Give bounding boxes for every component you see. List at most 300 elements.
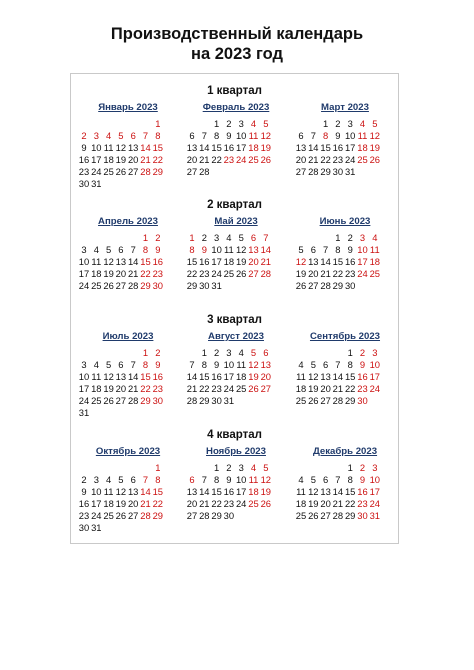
month-calendar xyxy=(186,446,286,556)
day-cell-weekend: 14 xyxy=(260,244,272,255)
day-cell: 22 xyxy=(186,268,198,279)
day-cell-weekend: 12 xyxy=(369,130,381,141)
day-cell: 24 xyxy=(211,268,222,279)
day-cell: 23 xyxy=(78,166,90,177)
day-cell: 4 xyxy=(238,347,244,358)
day-cell: 28 xyxy=(127,395,139,406)
day-cell-weekend: 15 xyxy=(140,371,151,382)
day-cell: 6 xyxy=(322,474,329,485)
day-cell: 4 xyxy=(93,359,99,370)
day-cell: 6 xyxy=(322,359,329,370)
day-cell: 19 xyxy=(103,268,114,279)
day-cell: 20 xyxy=(127,154,139,165)
day-cell: 17 xyxy=(78,383,90,394)
day-cell: 2 xyxy=(213,347,220,358)
day-cell-weekend: 24 xyxy=(369,498,381,509)
day-cell: 16 xyxy=(223,142,235,153)
day-cell-weekend: 18 xyxy=(248,142,259,153)
page-title-line-2: на 2023 год xyxy=(190,45,283,63)
day-cell: 15 xyxy=(211,486,222,497)
day-cell-weekend: 11 xyxy=(357,130,368,141)
day-cell-weekend: 25 xyxy=(369,268,381,279)
day-cell: 24 xyxy=(235,498,247,509)
day-cell: 31 xyxy=(344,166,356,177)
day-cell: 7 xyxy=(130,244,136,255)
month-name-link[interactable]: Март 2023 xyxy=(321,102,369,113)
day-cell-weekend: 25 xyxy=(248,498,259,509)
day-cell: 7 xyxy=(322,244,329,255)
day-cell: 11 xyxy=(91,371,102,382)
day-cell: 1 xyxy=(347,347,353,358)
day-cell: 13 xyxy=(295,142,307,153)
day-cell: 11 xyxy=(236,359,247,370)
day-cell-weekend: 8 xyxy=(155,474,161,485)
month-name-link[interactable]: Апрель 2023 xyxy=(98,216,158,227)
day-cell: 28 xyxy=(332,510,344,521)
day-cell: 14 xyxy=(127,371,139,382)
day-cell-weekend: 6 xyxy=(250,232,257,243)
day-cell-weekend: 22 xyxy=(152,154,164,165)
day-cell-weekend: 4 xyxy=(250,118,257,129)
day-cell: 21 xyxy=(199,154,210,165)
day-cell: 6 xyxy=(189,130,195,141)
day-cell: 15 xyxy=(332,256,344,267)
day-cell-weekend: 18 xyxy=(357,142,368,153)
day-cell: 20 xyxy=(115,383,127,394)
day-cell-weekend: 24 xyxy=(369,383,381,394)
month-calendar xyxy=(186,102,286,212)
day-cell: 16 xyxy=(223,486,235,497)
day-cell-weekend: 23 xyxy=(357,383,368,394)
day-cell: 21 xyxy=(127,268,139,279)
day-cell-weekend: 26 xyxy=(248,383,259,394)
day-cell-weekend: 30 xyxy=(357,395,368,406)
day-cell: 1 xyxy=(213,462,220,473)
day-cell: 17 xyxy=(91,498,102,509)
day-cell: 1 xyxy=(335,232,341,243)
day-cell: 15 xyxy=(211,142,222,153)
day-cell: 23 xyxy=(78,510,90,521)
day-cell: 6 xyxy=(118,359,124,370)
day-cell: 28 xyxy=(127,280,139,291)
day-cell: 21 xyxy=(320,268,331,279)
day-cell-weekend: 19 xyxy=(260,142,272,153)
day-cell-weekend: 25 xyxy=(248,154,259,165)
day-cell: 8 xyxy=(347,474,353,485)
day-cell: 13 xyxy=(127,486,139,497)
month-name-link[interactable]: Январь 2023 xyxy=(98,102,158,113)
day-cell: 13 xyxy=(320,486,331,497)
day-cell: 15 xyxy=(320,142,331,153)
day-cell-weekend: 5 xyxy=(263,462,269,473)
day-cell: 7 xyxy=(310,130,316,141)
day-cell: 10 xyxy=(344,130,356,141)
day-cell: 1 xyxy=(347,462,353,473)
day-cell: 10 xyxy=(91,486,102,497)
month-calendar xyxy=(186,331,286,441)
day-cell: 30 xyxy=(78,522,90,533)
day-cell: 5 xyxy=(298,244,304,255)
day-cell: 16 xyxy=(199,256,210,267)
day-cell: 21 xyxy=(332,498,344,509)
day-cell: 31 xyxy=(91,522,102,533)
day-cell-weekend: 4 xyxy=(359,118,366,129)
day-cell: 21 xyxy=(127,383,139,394)
day-cell-weekend: 9 xyxy=(201,244,207,255)
day-cell: 24 xyxy=(91,510,102,521)
day-cell-weekend: 28 xyxy=(140,166,151,177)
day-cell-weekend: 7 xyxy=(142,130,149,141)
quarter-title: 3 квартал xyxy=(207,314,262,326)
day-cell: 17 xyxy=(78,268,90,279)
day-cell: 14 xyxy=(332,486,344,497)
day-cell: 26 xyxy=(308,395,319,406)
month-calendar xyxy=(295,446,395,556)
day-cell-weekend: 2 xyxy=(81,130,87,141)
day-cell: 31 xyxy=(91,178,102,189)
day-cell-weekend: 23 xyxy=(223,154,235,165)
day-cell-weekend: 18 xyxy=(248,486,259,497)
day-cell-weekend: 16 xyxy=(357,371,368,382)
day-cell-weekend: 19 xyxy=(260,486,272,497)
day-cell: 10 xyxy=(78,371,90,382)
day-cell: 27 xyxy=(115,395,127,406)
month-calendar xyxy=(78,446,178,556)
day-cell-weekend: 15 xyxy=(152,486,164,497)
day-cell: 16 xyxy=(211,371,222,382)
day-cell: 5 xyxy=(238,232,244,243)
day-cell-weekend: 5 xyxy=(118,130,124,141)
day-cell: 5 xyxy=(310,474,316,485)
day-cell-weekend: 13 xyxy=(248,244,259,255)
day-cell-weekend: 29 xyxy=(152,166,164,177)
day-cell: 13 xyxy=(186,142,198,153)
month-name-link[interactable]: Июль 2023 xyxy=(102,331,154,342)
day-cell-weekend: 27 xyxy=(248,268,259,279)
day-cell: 29 xyxy=(186,280,198,291)
month-calendar xyxy=(78,331,178,441)
month-calendar xyxy=(186,216,286,326)
day-cell: 2 xyxy=(226,118,232,129)
day-cell-weekend: 2 xyxy=(155,347,161,358)
day-cell-weekend: 4 xyxy=(250,462,257,473)
day-cell-weekend: 18 xyxy=(369,256,381,267)
day-cell: 4 xyxy=(105,474,112,485)
day-cell-weekend: 29 xyxy=(152,510,164,521)
day-cell: 25 xyxy=(223,268,235,279)
day-cell: 19 xyxy=(308,498,319,509)
day-cell-weekend: 12 xyxy=(248,359,259,370)
day-cell-weekend: 16 xyxy=(357,486,368,497)
month-calendar xyxy=(295,331,395,441)
day-cell: 10 xyxy=(223,359,235,370)
day-cell: 23 xyxy=(199,268,210,279)
day-cell-weekend: 4 xyxy=(105,130,112,141)
day-cell: 2 xyxy=(201,232,207,243)
day-cell: 24 xyxy=(78,280,90,291)
page-title xyxy=(0,24,474,64)
day-cell: 9 xyxy=(213,359,220,370)
page-title-line-1: Производственный календарь xyxy=(110,25,364,43)
day-cell: 14 xyxy=(127,256,139,267)
day-cell: 10 xyxy=(78,256,90,267)
day-cell: 1 xyxy=(201,347,207,358)
day-cell-weekend: 1 xyxy=(155,118,161,129)
day-cell: 20 xyxy=(320,498,331,509)
day-cell: 17 xyxy=(223,371,235,382)
day-cell: 13 xyxy=(127,142,139,153)
day-cell: 14 xyxy=(199,142,210,153)
month-name-link[interactable]: Декабрь 2023 xyxy=(312,446,378,457)
day-cell: 28 xyxy=(308,166,319,177)
day-cell-weekend: 3 xyxy=(93,130,99,141)
day-cell-weekend: 19 xyxy=(369,142,381,153)
day-cell-weekend: 3 xyxy=(372,347,378,358)
day-cell: 29 xyxy=(332,280,344,291)
day-cell: 20 xyxy=(295,154,307,165)
day-cell: 22 xyxy=(211,154,222,165)
month-name-link[interactable]: Август 2023 xyxy=(208,331,264,342)
day-cell: 30 xyxy=(211,395,222,406)
day-cell: 9 xyxy=(81,142,87,153)
day-cell: 19 xyxy=(115,154,127,165)
day-cell: 26 xyxy=(308,510,319,521)
day-cell: 26 xyxy=(235,268,247,279)
day-cell: 28 xyxy=(199,510,210,521)
day-cell: 3 xyxy=(81,359,87,370)
day-cell: 18 xyxy=(91,383,102,394)
day-cell: 10 xyxy=(235,474,247,485)
day-cell-weekend: 4 xyxy=(372,232,378,243)
day-cell: 7 xyxy=(201,474,207,485)
day-cell: 4 xyxy=(226,232,232,243)
day-cell-weekend: 8 xyxy=(322,130,329,141)
day-cell: 30 xyxy=(223,510,235,521)
day-cell: 9 xyxy=(81,486,87,497)
day-cell: 17 xyxy=(344,142,356,153)
day-cell: 13 xyxy=(115,371,127,382)
day-cell: 1 xyxy=(322,118,329,129)
day-cell-weekend: 25 xyxy=(357,154,368,165)
day-cell-weekend: 2 xyxy=(359,347,366,358)
day-cell-weekend: 15 xyxy=(140,256,151,267)
day-cell: 7 xyxy=(189,359,195,370)
day-cell-weekend: 26 xyxy=(260,154,272,165)
quarter-title: 1 квартал xyxy=(207,85,262,97)
day-cell: 26 xyxy=(115,166,127,177)
day-cell: 8 xyxy=(335,244,341,255)
day-cell: 7 xyxy=(335,359,341,370)
day-cell: 5 xyxy=(105,359,112,370)
day-cell-weekend: 14 xyxy=(140,142,151,153)
day-cell-weekend: 2 xyxy=(359,462,366,473)
month-name-link[interactable]: Июнь 2023 xyxy=(319,216,371,227)
day-cell-weekend: 21 xyxy=(260,256,272,267)
day-cell: 8 xyxy=(201,359,207,370)
day-cell: 3 xyxy=(213,232,220,243)
day-cell: 13 xyxy=(320,371,331,382)
day-cell: 17 xyxy=(91,154,102,165)
day-cell-weekend: 5 xyxy=(263,118,269,129)
day-cell: 28 xyxy=(332,395,344,406)
day-cell: 14 xyxy=(308,142,319,153)
quarter-title: 2 квартал xyxy=(207,199,262,211)
day-cell: 30 xyxy=(78,178,90,189)
day-cell: 14 xyxy=(199,486,210,497)
day-cell-weekend: 21 xyxy=(140,154,151,165)
day-cell-weekend: 1 xyxy=(189,232,195,243)
day-cell: 13 xyxy=(115,256,127,267)
day-cell: 8 xyxy=(213,130,220,141)
day-cell: 20 xyxy=(186,498,198,509)
day-cell-weekend: 12 xyxy=(295,256,307,267)
day-cell: 16 xyxy=(78,154,90,165)
day-cell: 23 xyxy=(332,154,344,165)
day-cell: 5 xyxy=(105,244,112,255)
day-cell: 12 xyxy=(308,486,319,497)
day-cell: 15 xyxy=(199,371,210,382)
day-cell: 18 xyxy=(223,256,235,267)
day-cell-weekend: 17 xyxy=(357,256,368,267)
day-cell: 22 xyxy=(344,498,356,509)
day-cell: 20 xyxy=(308,268,319,279)
day-cell: 13 xyxy=(308,256,319,267)
day-cell-weekend: 9 xyxy=(359,474,366,485)
day-cell: 26 xyxy=(103,280,114,291)
day-cell: 3 xyxy=(347,118,353,129)
day-cell-weekend: 17 xyxy=(369,486,381,497)
day-cell: 27 xyxy=(308,280,319,291)
month-name-link[interactable]: Май 2023 xyxy=(214,216,258,227)
day-cell: 3 xyxy=(238,118,244,129)
day-cell-weekend: 17 xyxy=(369,371,381,382)
day-cell-weekend: 9 xyxy=(359,359,366,370)
day-cell: 28 xyxy=(199,166,210,177)
day-cell: 15 xyxy=(344,486,356,497)
day-cell: 18 xyxy=(103,154,114,165)
day-cell: 11 xyxy=(91,256,102,267)
day-cell-weekend: 20 xyxy=(260,371,272,382)
day-cell: 24 xyxy=(223,383,235,394)
day-cell: 8 xyxy=(213,474,220,485)
day-cell: 23 xyxy=(211,383,222,394)
day-cell: 31 xyxy=(223,395,235,406)
day-cell: 26 xyxy=(115,510,127,521)
day-cell: 9 xyxy=(347,244,353,255)
day-cell: 24 xyxy=(344,154,356,165)
day-cell-weekend: 31 xyxy=(369,510,381,521)
day-cell-weekend: 16 xyxy=(152,371,164,382)
day-cell-weekend: 23 xyxy=(152,383,164,394)
day-cell: 9 xyxy=(226,130,232,141)
day-cell: 16 xyxy=(332,142,344,153)
day-cell: 11 xyxy=(103,486,114,497)
day-cell-weekend: 23 xyxy=(152,268,164,279)
day-cell-weekend: 29 xyxy=(140,280,151,291)
day-cell-weekend: 24 xyxy=(357,268,368,279)
day-cell-weekend: 29 xyxy=(140,395,151,406)
day-cell: 24 xyxy=(78,395,90,406)
day-cell: 18 xyxy=(103,498,114,509)
day-cell: 20 xyxy=(320,383,331,394)
day-cell: 29 xyxy=(211,510,222,521)
month-name-link[interactable]: Февраль 2023 xyxy=(202,102,270,113)
day-cell: 27 xyxy=(295,166,307,177)
day-cell-weekend: 7 xyxy=(263,232,269,243)
day-cell: 26 xyxy=(295,280,307,291)
day-cell: 28 xyxy=(186,395,198,406)
day-cell: 27 xyxy=(320,510,331,521)
day-cell-weekend: 6 xyxy=(189,474,195,485)
day-cell: 30 xyxy=(344,280,356,291)
day-cell: 20 xyxy=(186,154,198,165)
day-cell: 27 xyxy=(186,510,198,521)
day-cell-weekend: 20 xyxy=(248,256,259,267)
day-cell-weekend: 10 xyxy=(369,474,381,485)
day-cell-weekend: 16 xyxy=(152,256,164,267)
day-cell-weekend: 21 xyxy=(140,498,151,509)
day-cell: 7 xyxy=(335,474,341,485)
day-cell-weekend: 22 xyxy=(152,498,164,509)
day-cell: 6 xyxy=(130,474,136,485)
day-cell: 19 xyxy=(308,383,319,394)
day-cell: 28 xyxy=(320,280,331,291)
day-cell: 26 xyxy=(103,395,114,406)
day-cell: 17 xyxy=(235,142,247,153)
day-cell: 31 xyxy=(78,407,90,418)
day-cell-weekend: 28 xyxy=(140,510,151,521)
day-cell: 25 xyxy=(295,395,307,406)
month-calendar xyxy=(78,216,178,326)
day-cell: 27 xyxy=(127,510,139,521)
day-cell: 19 xyxy=(115,498,127,509)
month-name-link[interactable]: Октябрь 2023 xyxy=(95,446,161,457)
day-cell: 25 xyxy=(91,395,102,406)
day-cell-weekend: 12 xyxy=(260,474,272,485)
day-cell: 11 xyxy=(103,142,114,153)
day-cell: 25 xyxy=(91,280,102,291)
day-cell: 14 xyxy=(332,371,344,382)
day-cell: 6 xyxy=(118,244,124,255)
day-cell-weekend: 5 xyxy=(250,347,257,358)
day-cell: 9 xyxy=(335,130,341,141)
day-cell-weekend: 1 xyxy=(142,347,149,358)
day-cell: 31 xyxy=(211,280,222,291)
day-cell: 6 xyxy=(298,130,304,141)
day-cell: 2 xyxy=(335,118,341,129)
day-cell: 9 xyxy=(226,474,232,485)
day-cell: 29 xyxy=(320,166,331,177)
day-cell: 12 xyxy=(103,256,114,267)
day-cell: 10 xyxy=(235,130,247,141)
day-cell-weekend: 26 xyxy=(260,498,272,509)
month-name-link[interactable]: Ноябрь 2023 xyxy=(206,446,266,457)
month-name-link[interactable]: Сентябрь 2023 xyxy=(309,331,381,342)
day-cell-weekend: 23 xyxy=(357,498,368,509)
day-cell: 21 xyxy=(308,154,319,165)
day-cell: 10 xyxy=(91,142,102,153)
day-cell: 29 xyxy=(344,510,356,521)
day-cell-weekend: 8 xyxy=(155,130,161,141)
day-cell-weekend: 10 xyxy=(369,359,381,370)
day-cell-weekend: 30 xyxy=(152,280,164,291)
day-cell: 18 xyxy=(235,371,247,382)
day-cell: 25 xyxy=(103,510,114,521)
day-cell-weekend: 15 xyxy=(152,142,164,153)
day-cell-weekend: 1 xyxy=(155,462,161,473)
day-cell: 25 xyxy=(295,510,307,521)
day-cell-weekend: 24 xyxy=(235,154,247,165)
